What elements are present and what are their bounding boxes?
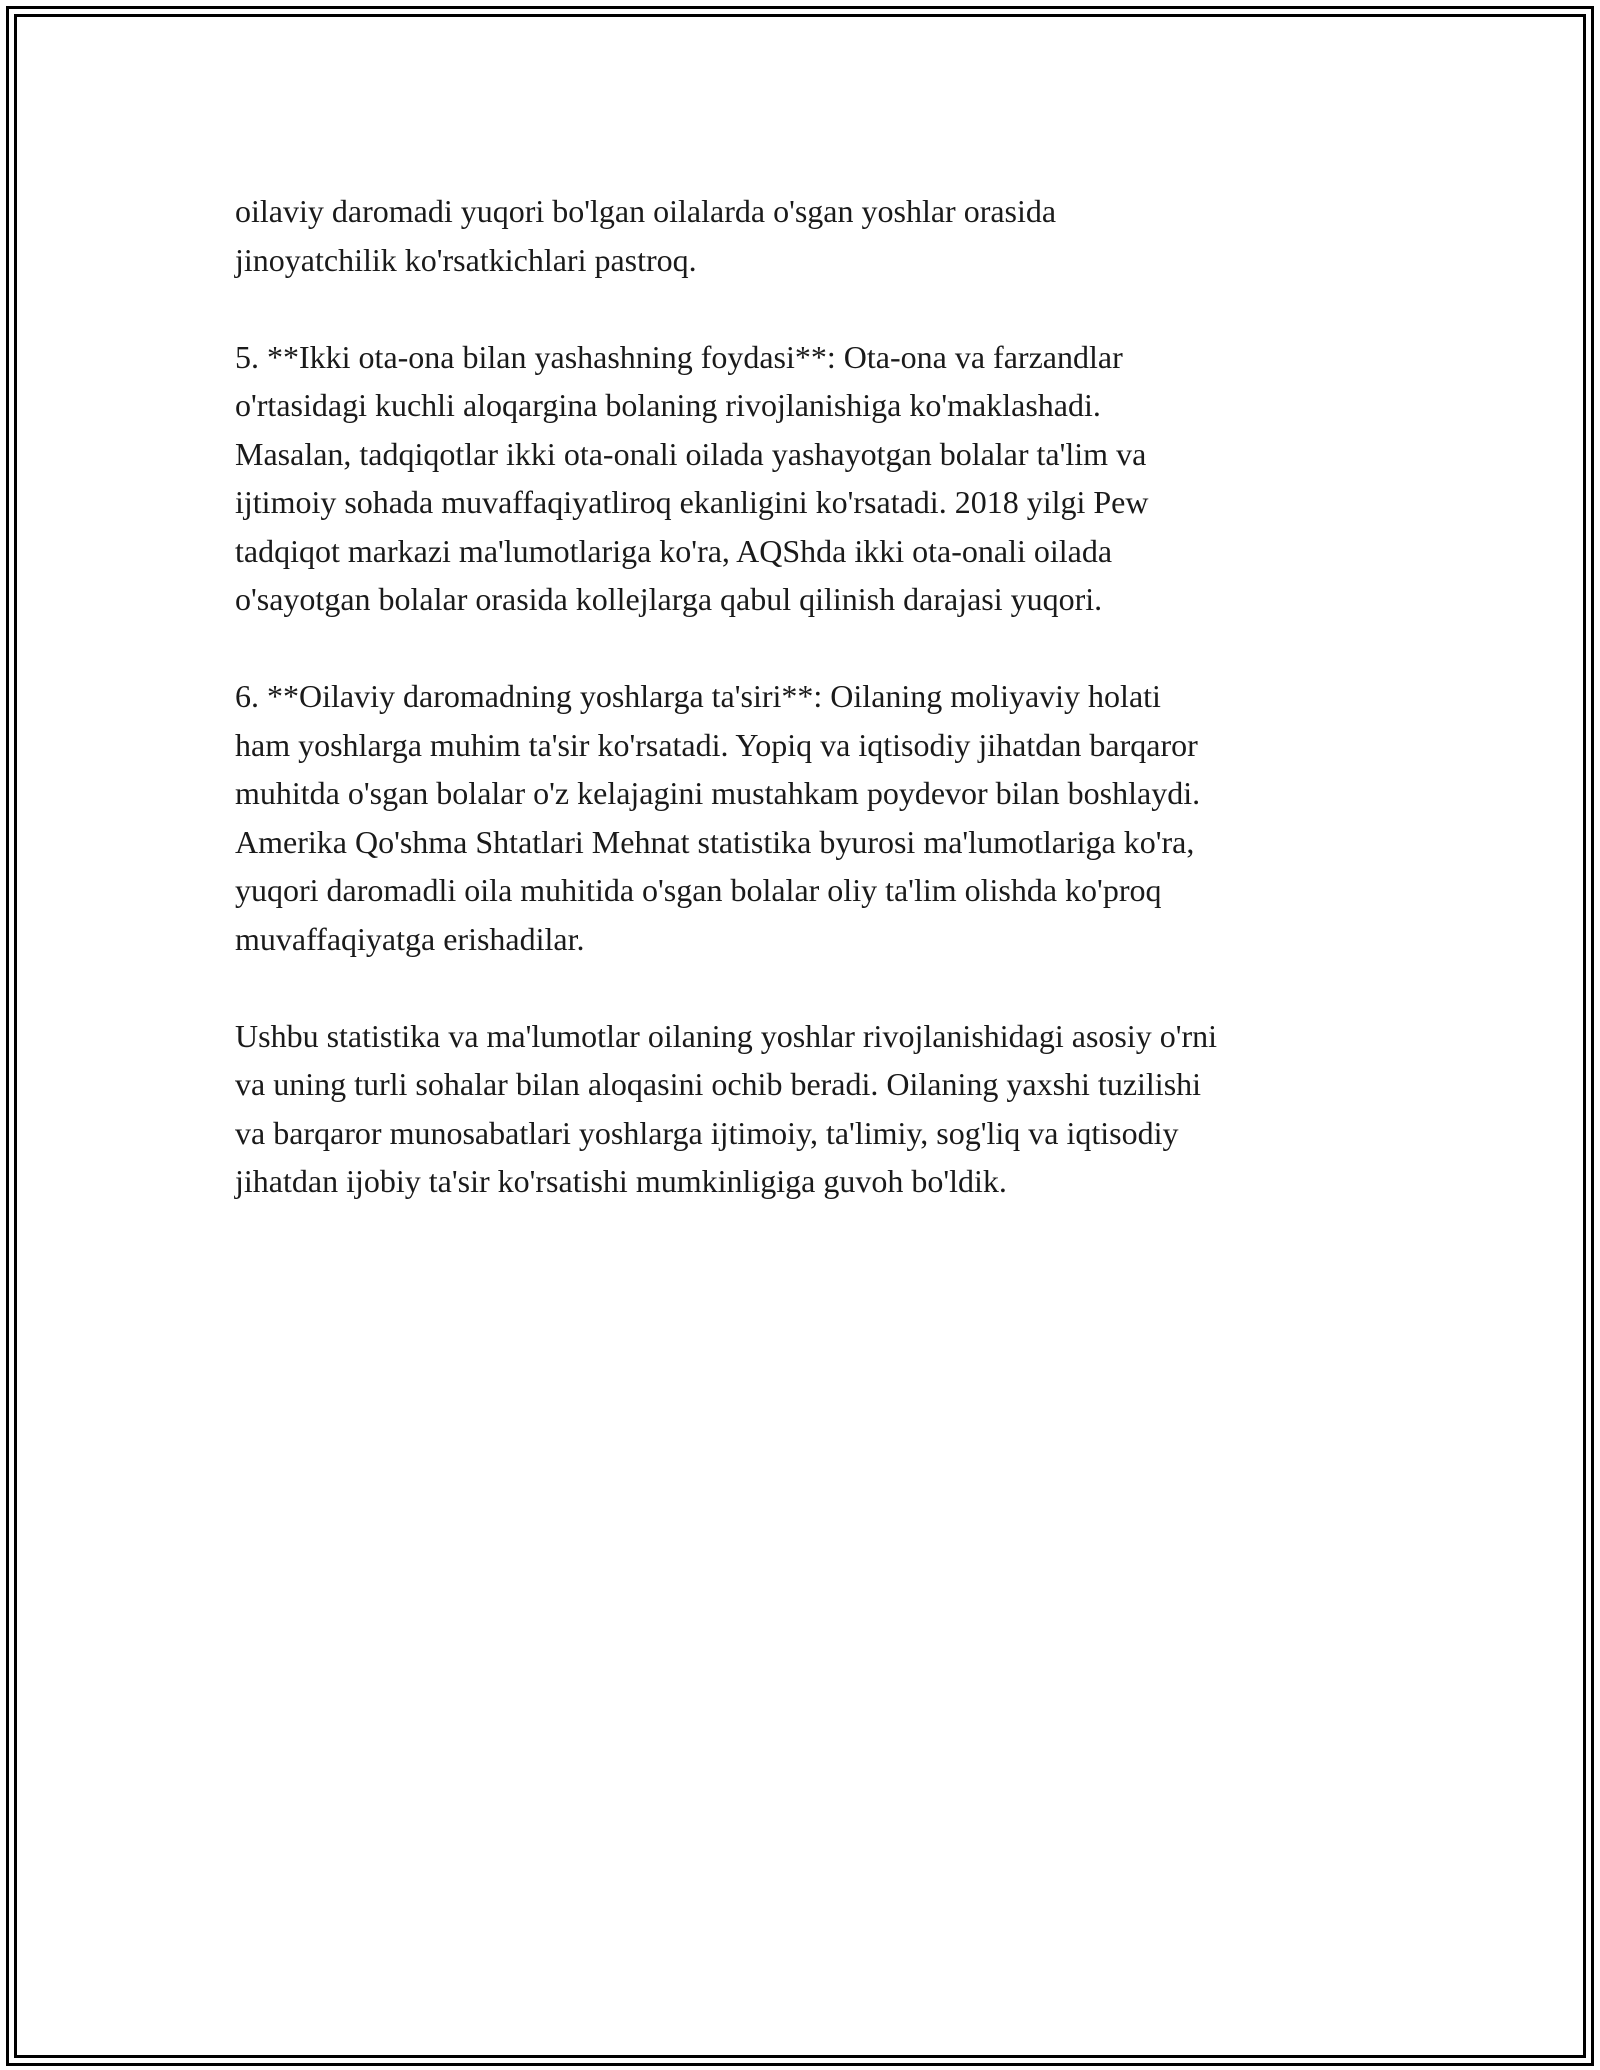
text-line: tadqiqot markazi ma'lumotlariga ko'ra, AQShda ikki ota-onali oilada — [235, 532, 1113, 569]
text-line: o'sayotgan bolalar orasida kollejlarga qabul qilinish darajasi yuqori. — [235, 581, 1103, 617]
text-line: muvaffaqiyatga erishadilar. — [235, 920, 585, 957]
paragraph-item-6 — [235, 672, 1415, 963]
paragraph-continuation — [235, 187, 1415, 284]
text-line: va barqaror munosabatlari yoshlarga ijtimoiy, ta'limiy, sog'liq va iqtisodiy — [235, 1114, 1179, 1151]
text-line: ijtimoiy sohada muvaffaqiyatliroq ekanligini ko'rsatadi. 2018 yilgi Pew — [235, 484, 1149, 520]
text-line: Amerika Qo'shma Shtatlari Mehnat statistika byurosi ma'lumotlariga ko'ra, — [235, 823, 1195, 860]
document-body — [235, 187, 1415, 1254]
text-line: 6. **Oilaviy daromadning yoshlarga ta'siri**: Oilaning moliyaviy holati — [235, 678, 1161, 714]
text-line: o'rtasidagi kuchli aloqargina bolaning rivojlanishiga ko'maklashadi. — [235, 387, 1101, 423]
text-line: Masalan, tadqiqotlar ikki ota-onali oilada yashayotgan bolalar ta'lim va — [235, 435, 1147, 472]
text-line: va uning turli sohalar bilan aloqasini ochib beradi. Oilaning yaxshi tuzilishi — [235, 1066, 1202, 1102]
text-line: Ushbu statistika va ma'lumotlar oilaning yoshlar rivojlanishidagi asosiy o'rni — [235, 1017, 1218, 1054]
paragraph-item-5 — [235, 333, 1415, 624]
paragraph-conclusion — [235, 1012, 1415, 1206]
text-line: oilaviy daromadi yuqori bo'lgan oilalarda o'sgan yoshlar orasida — [235, 193, 1057, 229]
text-line: jinoyatchilik ko'rsatkichlari pastroq. — [235, 241, 697, 278]
text-line: yuqori daromadli oila muhitida o'sgan bolalar oliy ta'lim olishda ko'proq — [235, 872, 1162, 908]
text-line: muhitda o'sgan bolalar o'z kelajagini mustahkam poydevor bilan boshlaydi. — [235, 775, 1201, 811]
text-line: jihatdan ijobiy ta'sir ko'rsatishi mumkinligiga guvoh bo'ldik. — [235, 1163, 1007, 1199]
text-line: 5. **Ikki ota-ona bilan yashashning foydasi**: Ota-ona va farzandlar — [235, 338, 1123, 375]
text-line: ham yoshlarga muhim ta'sir ko'rsatadi. Yopiq va iqtisodiy jihatdan barqaror — [235, 726, 1198, 763]
